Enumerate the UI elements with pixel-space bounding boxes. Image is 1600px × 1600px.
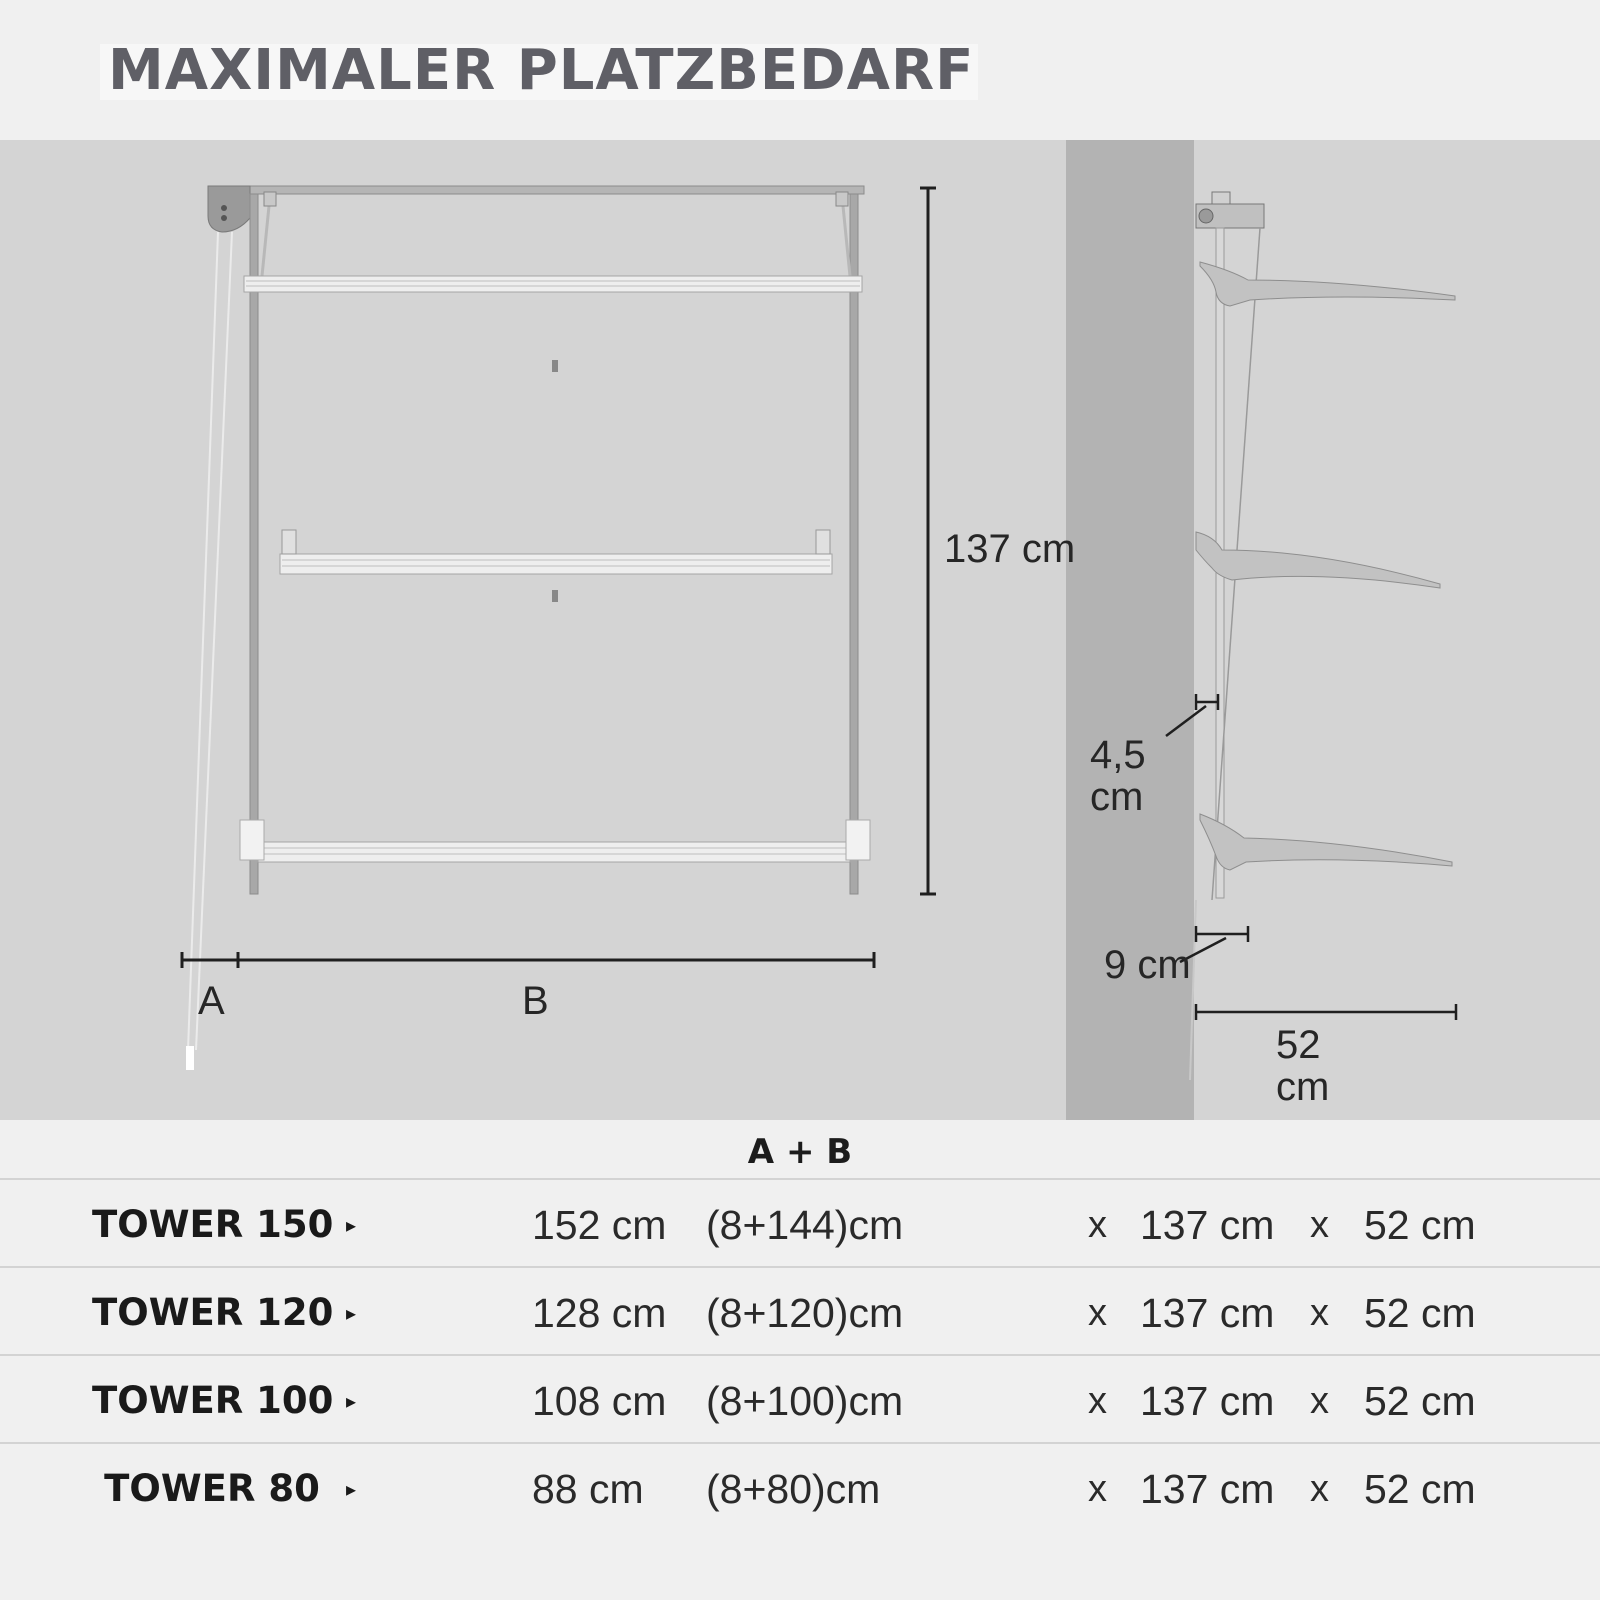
width-breakdown: (8+100)cm — [706, 1378, 904, 1424]
shelf-middle — [280, 554, 832, 574]
top-bar — [240, 186, 864, 194]
shelf-bracket — [816, 530, 830, 554]
gap-label-unit: cm — [1090, 775, 1144, 819]
side-pulley — [1199, 209, 1213, 223]
shelf-bracket — [240, 820, 264, 860]
height-value: 137 cm — [1140, 1202, 1275, 1248]
table-row — [0, 1354, 1600, 1442]
model-name: TOWER 150 — [92, 1203, 334, 1246]
multiply-sign: x — [1088, 1204, 1107, 1246]
label-a: A — [198, 979, 225, 1023]
width-breakdown: (8+120)cm — [706, 1290, 904, 1336]
height-value: 137 cm — [1140, 1466, 1275, 1512]
center-hook — [552, 360, 558, 372]
gap-label-number: 4,5 — [1090, 733, 1146, 777]
multiply-sign: x — [1310, 1292, 1329, 1334]
side-mount-cap — [1212, 192, 1230, 204]
total-width: 88 cm — [532, 1466, 644, 1512]
height-value: 137 cm — [1140, 1290, 1275, 1336]
wall-offset-label: 9 cm — [1104, 943, 1191, 987]
arrow-icon: ▸ — [346, 1477, 357, 1501]
multiply-sign: x — [1310, 1204, 1329, 1246]
width-breakdown: (8+144)cm — [706, 1202, 904, 1248]
model-name: TOWER 120 — [92, 1291, 334, 1334]
depth-label-number: 52 — [1276, 1023, 1321, 1067]
label-b: B — [522, 979, 549, 1023]
total-width: 108 cm — [532, 1378, 667, 1424]
height-value: 137 cm — [1140, 1378, 1275, 1424]
multiply-sign: x — [1088, 1292, 1107, 1334]
right-post — [850, 194, 858, 894]
pulley-screw — [221, 215, 227, 221]
bracket-clip — [264, 192, 276, 206]
table-row — [0, 1442, 1600, 1530]
table-row — [0, 1178, 1600, 1266]
bracket-clip — [836, 192, 848, 206]
pulley-screw — [221, 205, 227, 211]
product-diagram — [0, 140, 1600, 1120]
table-row — [0, 1266, 1600, 1354]
size-table — [0, 1120, 1600, 1600]
depth-label-unit: cm — [1276, 1065, 1330, 1109]
model-name: TOWER 80 — [104, 1467, 320, 1510]
total-width: 128 cm — [532, 1290, 667, 1336]
multiply-sign: x — [1310, 1468, 1329, 1510]
model-name: TOWER 100 — [92, 1379, 334, 1422]
cord-handle — [186, 1046, 194, 1070]
depth-value: 52 cm — [1364, 1290, 1476, 1336]
arrow-icon: ▸ — [346, 1213, 357, 1237]
depth-value: 52 cm — [1364, 1202, 1476, 1248]
arrow-icon: ▸ — [346, 1301, 357, 1325]
shelf-bracket — [846, 820, 870, 860]
page-title: MAXIMALER PLATZBEDARF — [108, 38, 975, 103]
shelf-top — [244, 276, 862, 292]
depth-value: 52 cm — [1364, 1466, 1476, 1512]
multiply-sign: x — [1088, 1380, 1107, 1422]
multiply-sign: x — [1310, 1380, 1329, 1422]
header — [0, 0, 1600, 140]
width-breakdown: (8+80)cm — [706, 1466, 881, 1512]
center-hook — [552, 590, 558, 602]
diagram-svg — [0, 140, 1600, 1120]
table-header: A + B — [747, 1132, 853, 1172]
total-width: 152 cm — [532, 1202, 667, 1248]
left-post — [250, 194, 258, 894]
arrow-icon: ▸ — [346, 1389, 357, 1413]
multiply-sign: x — [1088, 1468, 1107, 1510]
shelf-bottom — [258, 842, 850, 862]
height-label: 137 cm — [944, 527, 1076, 571]
depth-value: 52 cm — [1364, 1378, 1476, 1424]
shelf-bracket — [282, 530, 296, 554]
